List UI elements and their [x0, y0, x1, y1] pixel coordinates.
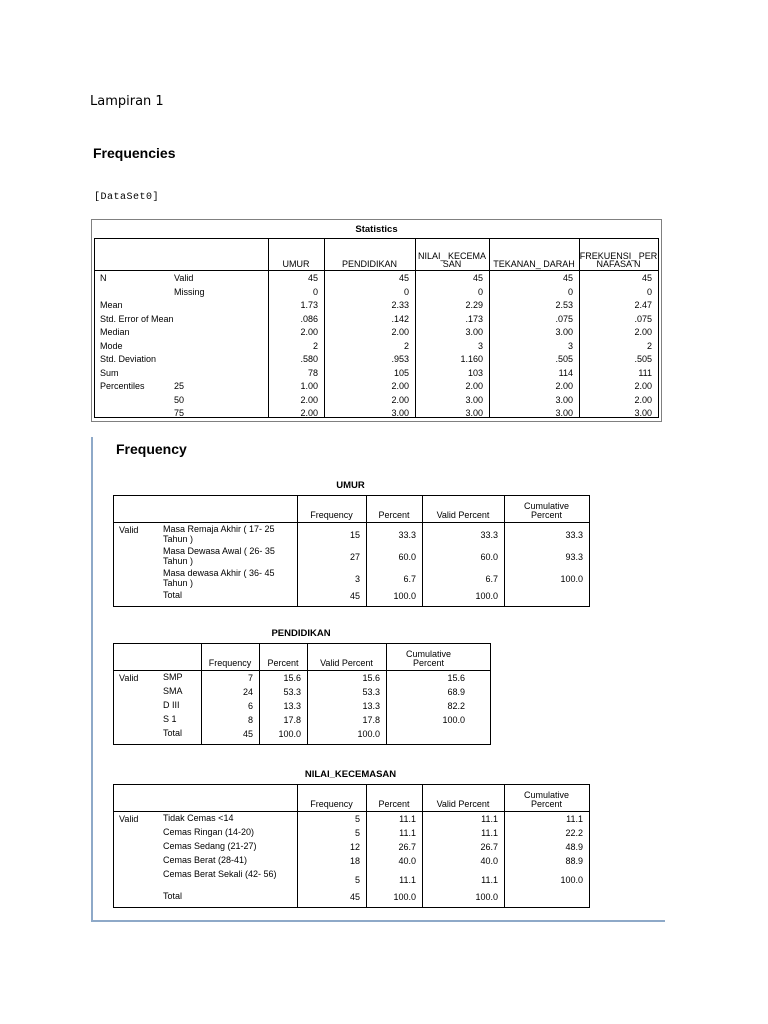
freq-cell: 15.6: [362, 673, 380, 683]
freq-cell: 11.1: [481, 814, 498, 824]
stat-cell: 2.47: [634, 300, 652, 310]
stat-cell: 0: [312, 286, 318, 297]
freq-row-label: Cemas Berat Sekali (42- 56): [163, 869, 277, 879]
freq-cell: 93.3: [565, 552, 583, 562]
stat-cell: 2.29: [465, 300, 483, 310]
freq-cell: 13.3: [283, 701, 301, 711]
stat-cell: 3.00: [555, 327, 573, 337]
freq-cell: 60.0: [480, 552, 498, 562]
freq-cell: 45: [349, 892, 360, 902]
freq-cell: 11.1: [566, 814, 583, 824]
freq-row-label: S 1: [163, 714, 177, 724]
stat-cell: 2.00: [300, 327, 318, 337]
freq-cell: 40.0: [398, 856, 416, 866]
freq-cell: 11.1: [481, 875, 498, 885]
freq-cell: 24: [242, 687, 253, 697]
freq-cell: 26.7: [398, 842, 416, 852]
freq-cell: 11.1: [399, 828, 416, 838]
stat-column-header: UMUR: [282, 259, 310, 269]
stat-row-label: Mean: [100, 300, 123, 310]
freq-column-header: Valid Percent: [320, 658, 373, 668]
freq-column-header: Percent: [378, 799, 410, 809]
freq-cell: 3: [354, 574, 360, 584]
stat-row-label: Std. Deviation: [100, 354, 157, 364]
stat-cell: 2: [646, 340, 652, 351]
freq-cell: 5: [354, 814, 360, 824]
stat-cell: 0: [567, 286, 573, 297]
stat-cell: 3.00: [465, 408, 483, 418]
stat-cell: 2.00: [465, 381, 483, 391]
stat-row-sublabel: 25: [174, 381, 185, 391]
stat-row-label: Sum: [100, 367, 119, 378]
freq-group-label: Valid: [119, 525, 139, 535]
stat-cell: 3.00: [555, 408, 573, 418]
stat-cell: 3: [567, 340, 573, 351]
stat-column-header: PENDIDIKAN: [341, 259, 397, 269]
stat-cell: 45: [307, 273, 318, 283]
stat-cell: 0: [403, 286, 409, 297]
freq-cell: 100.0: [475, 591, 498, 601]
stat-cell: 2.00: [391, 327, 409, 337]
stat-cell: 3.00: [465, 394, 483, 405]
freq-column-header: Frequency: [310, 510, 353, 520]
freq-cell: 33.3: [480, 530, 498, 540]
freq-cell: 68.9: [447, 687, 465, 697]
freq-row-label: Tidak Cemas <14: [163, 813, 234, 823]
stat-cell: 105: [393, 367, 409, 378]
freq-cell: 88.9: [565, 856, 583, 866]
statistics-grid: [94, 238, 659, 418]
stat-cell: .505: [634, 354, 652, 364]
freq-row-label: Total: [163, 728, 183, 738]
stat-cell: 2.00: [634, 327, 652, 337]
freq-cell: 100.0: [560, 574, 583, 584]
freq-row-label: SMA: [163, 686, 183, 696]
freq-table: [113, 495, 590, 607]
freq-row-label: Cemas Sedang (21-27): [163, 841, 257, 851]
freq-cell: 100.0: [357, 729, 380, 739]
stat-cell: .505: [555, 354, 573, 364]
stat-cell: 78: [307, 367, 318, 378]
freq-cell: 45: [349, 591, 360, 601]
stat-row-sublabel: Missing: [174, 286, 205, 297]
freq-cell: 48.9: [565, 842, 583, 852]
freq-group-label: Valid: [119, 673, 139, 683]
freq-row-label: Masa Remaja Akhir ( 17- 25 Tahun ): [163, 524, 275, 544]
stat-cell: 114: [558, 367, 573, 378]
freq-cell: 27: [349, 552, 360, 562]
stat-cell: .075: [555, 313, 573, 324]
freq-row-label: Masa Dewasa Awal ( 26- 35 Tahun ): [163, 546, 275, 566]
freq-row-label: Masa dewasa Akhir ( 36- 45 Tahun ): [163, 568, 275, 588]
stat-cell: 2.00: [391, 381, 409, 391]
stat-cell: 3: [477, 340, 483, 351]
stat-cell: 2.00: [634, 381, 652, 391]
freq-row-label: Total: [163, 590, 183, 600]
freq-cell: 100.0: [393, 591, 416, 601]
stat-header-divider: [95, 270, 658, 271]
stat-cell: 0: [646, 286, 652, 297]
freq-group-label: Valid: [119, 814, 139, 824]
stat-cell: .086: [300, 313, 318, 324]
freq-row-label: Cemas Ringan (14-20): [163, 827, 255, 837]
freq-cell: 15: [349, 530, 360, 540]
freq-cell: 53.3: [362, 687, 380, 697]
stat-column-header: TEKANAN_ DARAH: [493, 259, 575, 269]
freq-cell: 45: [242, 729, 253, 739]
freq-cell: 82.2: [447, 701, 465, 711]
freq-cell: 6.7: [485, 574, 498, 584]
freq-column-header: Valid Percent: [436, 510, 490, 520]
freq-cell: 17.8: [283, 715, 301, 725]
freq-cell: 100.0: [475, 892, 498, 902]
stat-row-label: Mode: [100, 340, 123, 351]
freq-table: [113, 784, 590, 908]
freq-cell: 18: [349, 856, 360, 866]
freq-row-label: D III: [163, 700, 180, 710]
stat-cell: 3.00: [465, 327, 483, 337]
freq-cell: 33.3: [565, 530, 583, 540]
stat-cell: 45: [641, 273, 652, 283]
stat-row-label: Median: [100, 327, 130, 337]
freq-cell: 22.2: [565, 828, 583, 838]
freq-column-header: Frequency: [310, 799, 353, 809]
freq-cell: 100.0: [560, 875, 583, 885]
stat-column-header: NILAI_ KECEMASAN: [417, 251, 487, 269]
stat-cell: 45: [398, 273, 409, 283]
stat-cell: .580: [300, 354, 318, 364]
stat-cell: .142: [391, 313, 409, 324]
freq-cell: 6.7: [403, 574, 416, 584]
freq-cell: 100.0: [278, 729, 301, 739]
stat-cell: .953: [391, 354, 409, 364]
freq-column-header: Cumulative Percent: [405, 649, 452, 668]
stat-row-label: N: [100, 273, 107, 283]
dataset-label: [DataSet0]: [94, 192, 160, 203]
stat-cell: .173: [465, 313, 483, 324]
stat-cell: 2.00: [555, 381, 573, 391]
stat-cell: 2.00: [391, 394, 409, 405]
freq-cell: 11.1: [399, 875, 416, 885]
freq-cell: 40.0: [480, 856, 498, 866]
freq-cell: 5: [354, 828, 360, 838]
freq-cell: 15.6: [283, 673, 301, 683]
freq-column-header: Cumulative Percent: [523, 501, 570, 520]
stat-cell: 2.53: [555, 300, 573, 310]
statistics-title: Statistics: [355, 224, 398, 235]
freq-header-divider: [114, 811, 589, 812]
freq-column-header: Cumulative Percent: [523, 790, 570, 809]
freq-cell: 11.1: [399, 814, 416, 824]
stat-cell: 1.00: [300, 381, 318, 391]
freq-column-header: Percent: [378, 510, 410, 520]
freq-cell: 33.3: [398, 530, 416, 540]
stat-cell: 2: [312, 340, 318, 351]
freq-cell: 7: [247, 673, 253, 683]
stat-cell: 1.160: [460, 354, 483, 364]
freq-cell: 13.3: [362, 701, 380, 711]
stat-cell: 3.00: [634, 408, 652, 418]
stat-cell: 2: [403, 340, 409, 351]
freq-table-title: UMUR: [336, 480, 365, 491]
stat-row-sublabel: Valid: [174, 273, 194, 283]
freq-row-label: Total: [163, 891, 183, 901]
freq-row-label: Cemas Berat (28-41): [163, 855, 248, 865]
freq-cell: 15.6: [447, 673, 465, 683]
freq-cell: 100.0: [442, 715, 465, 725]
stat-cell: .075: [634, 313, 652, 324]
stat-row-sublabel: 75: [174, 408, 185, 418]
stat-cell: 2.33: [391, 300, 409, 310]
freq-cell: 12: [349, 842, 360, 852]
freq-cell: 5: [354, 875, 360, 885]
stat-row-label: Std. Error of Mean: [100, 313, 174, 324]
stat-cell: 3.00: [555, 394, 573, 405]
freq-header-divider: [114, 522, 589, 523]
freq-cell: 60.0: [398, 552, 416, 562]
freq-cell: 17.8: [362, 715, 380, 725]
freq-column-header: Percent: [267, 658, 299, 668]
stat-cell: 103: [467, 367, 483, 378]
page-heading-lampiran: Lampiran 1: [90, 94, 164, 109]
freq-table: [113, 643, 491, 745]
freq-table-title: PENDIDIKAN: [271, 628, 331, 639]
stat-cell: 2.00: [300, 408, 318, 418]
stat-cell: 111: [638, 367, 652, 378]
stat-cell: 2.00: [300, 394, 318, 405]
frequency-title: Frequency: [116, 441, 187, 457]
freq-column-header: Frequency: [208, 658, 252, 668]
stat-cell: 0: [477, 286, 483, 297]
frequencies-title: Frequencies: [93, 145, 176, 161]
stat-cell: 1.73: [300, 300, 318, 310]
freq-cell: 6: [247, 701, 253, 711]
stat-cell: 3.00: [391, 408, 409, 418]
stat-cell: 2.00: [634, 394, 652, 405]
freq-cell: 53.3: [283, 687, 301, 697]
freq-cell: 100.0: [393, 892, 416, 902]
freq-cell: 26.7: [480, 842, 498, 852]
freq-cell: 11.1: [481, 828, 498, 838]
statistics-table: [91, 219, 662, 422]
freq-row-label: SMP: [163, 672, 183, 682]
stat-row-sublabel: 50: [174, 394, 185, 405]
freq-column-header: Valid Percent: [436, 799, 490, 809]
freq-cell: 8: [247, 715, 253, 725]
stat-column-header: FREKUENSI_ PERNAFASA N: [579, 251, 658, 269]
freq-header-divider: [114, 670, 490, 671]
stat-cell: 45: [472, 273, 483, 283]
stat-row-label: Percentiles: [100, 381, 145, 391]
freq-table-title: NILAI_KECEMASAN: [304, 769, 397, 780]
stat-cell: 45: [562, 273, 573, 283]
